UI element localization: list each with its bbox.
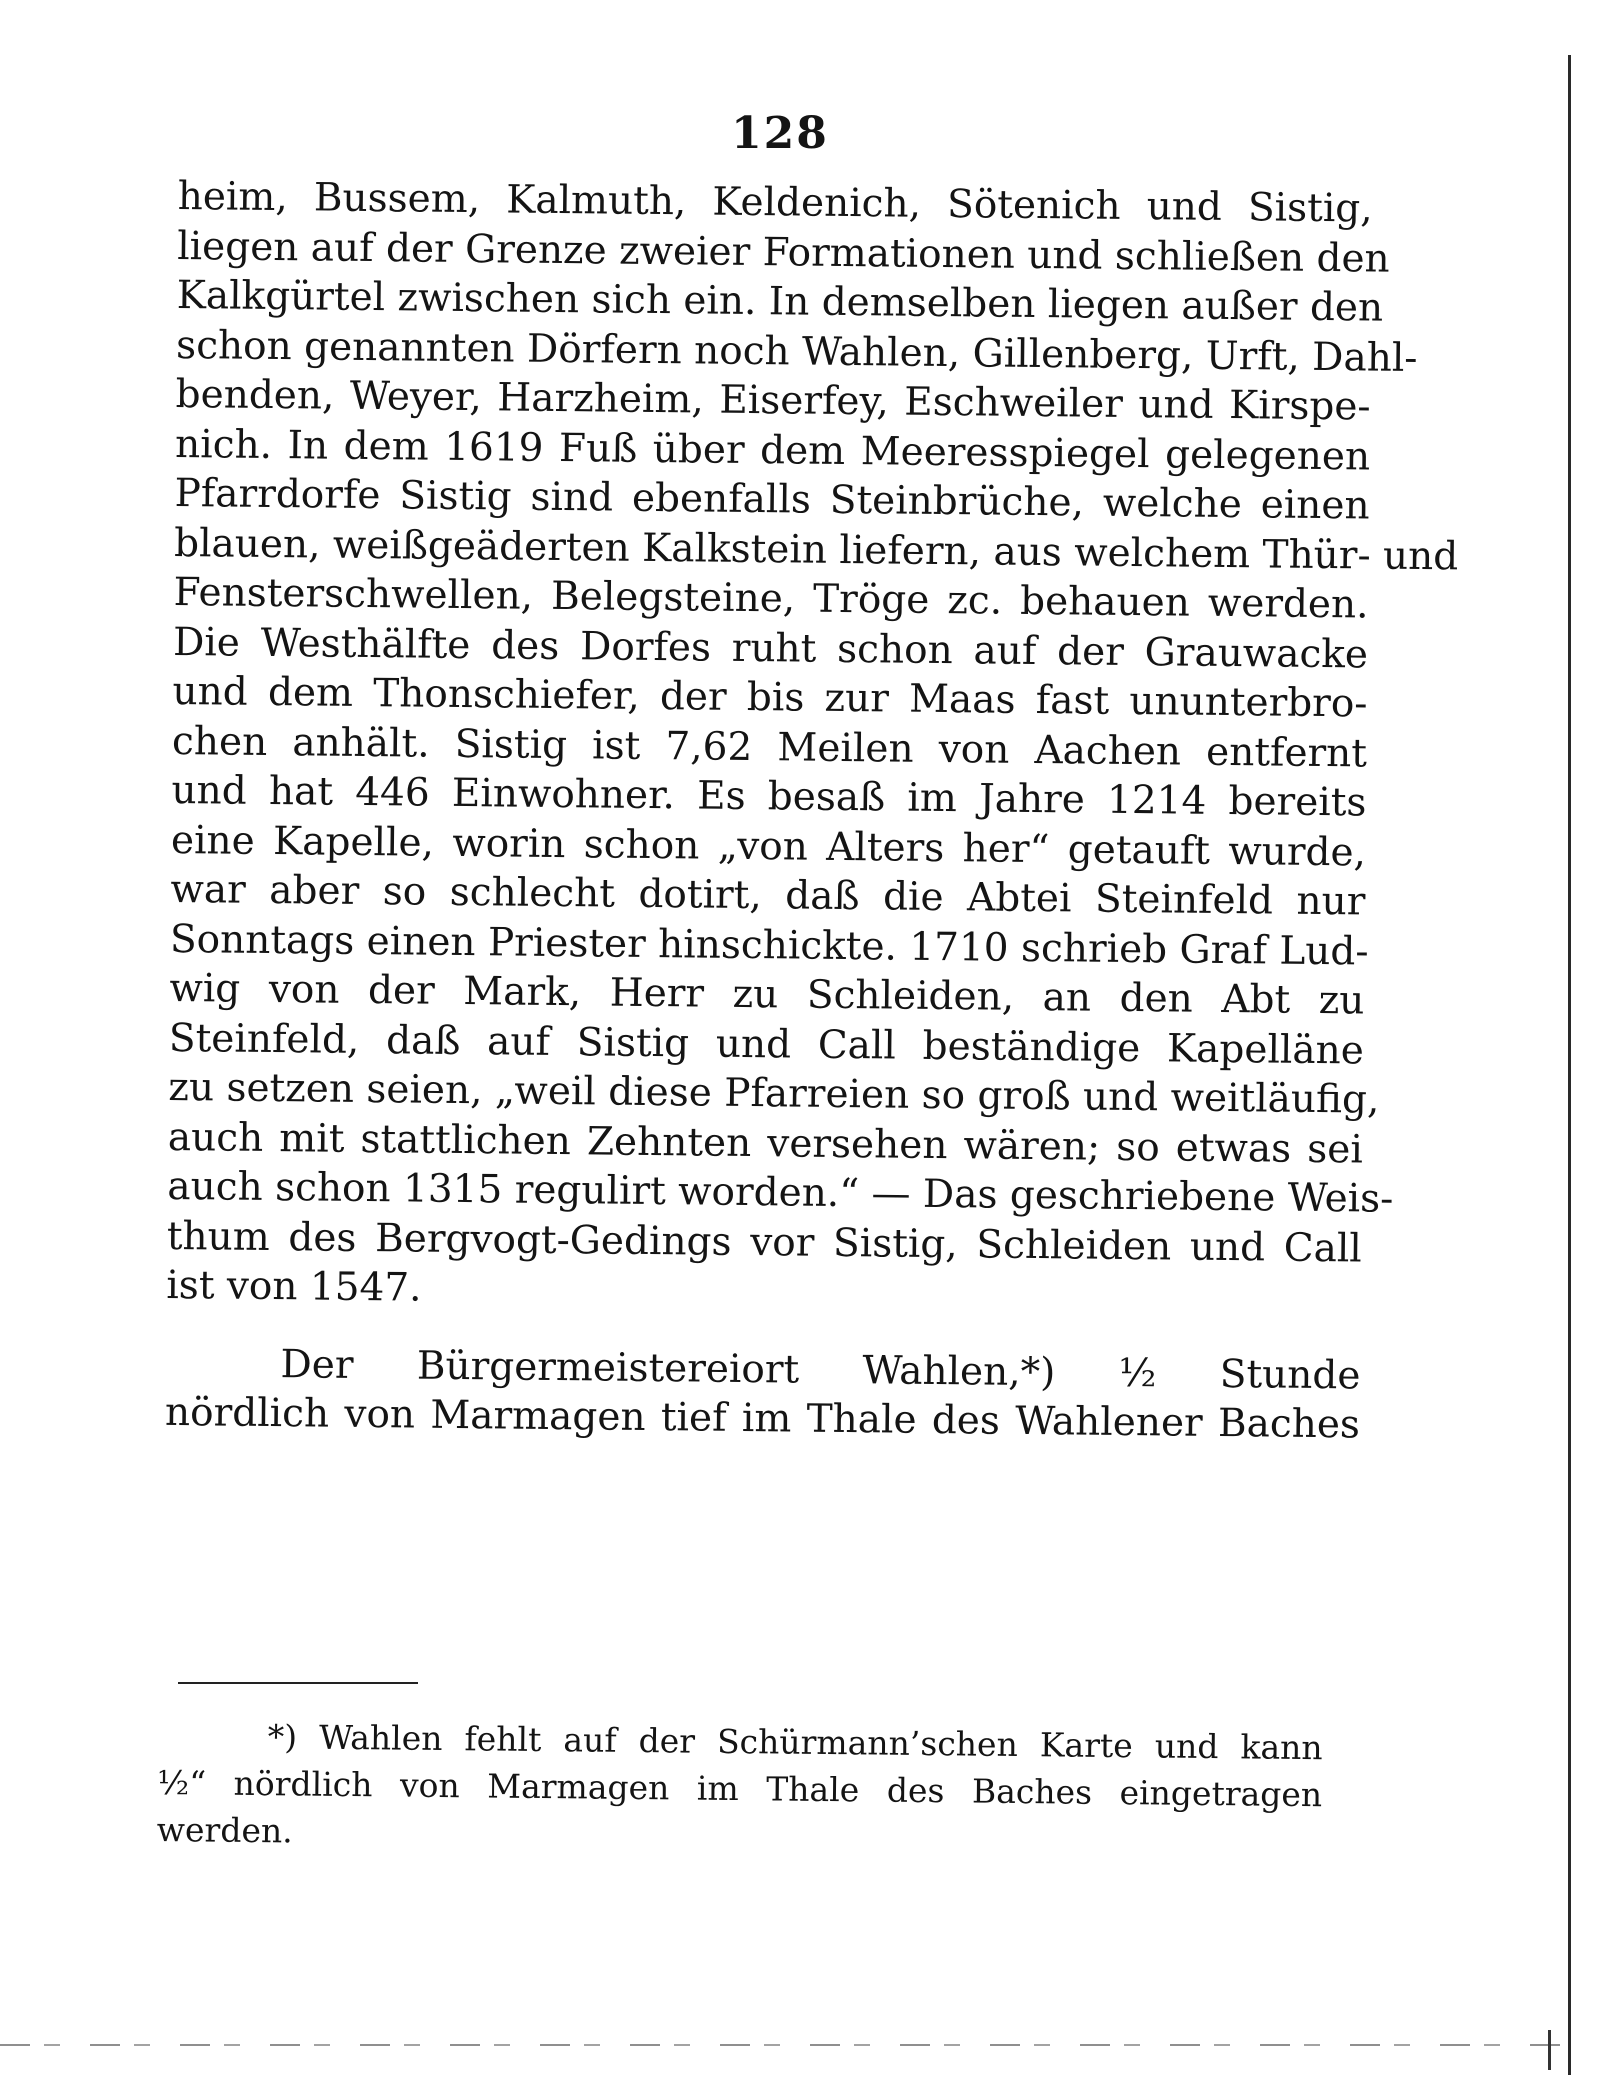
text-line: Pfarrdorfe Sistig sind ebenfalls Steinbrüche, welche einen bbox=[174, 470, 1370, 529]
text-line: schon genannten Dörfern noch Wahlen, Gillenberg, Urft, Dahl- bbox=[175, 322, 1418, 381]
text-line: benden, Weyer, Harzheim, Eiserfey, Eschweiler und Kirspe- bbox=[175, 371, 1371, 430]
text-line: nördlich von Marmagen tief im Thale des Wahlener Baches bbox=[164, 1389, 1361, 1448]
text-line: Steinfeld, daß auf Sistig und Call beständige Kapelläne bbox=[168, 1015, 1365, 1073]
text-line: heim, Bussem, Kalmuth, Keldenich, Sötenich und Sistig, bbox=[177, 173, 1373, 232]
footnote-divider bbox=[178, 1682, 418, 1684]
main-text bbox=[164, 172, 1459, 1450]
text-line: Sonntags einen Priester hinschickte. 1710 schrieb Graf Lud- bbox=[169, 916, 1369, 975]
text-line: war aber so schlecht dotirt, daß die Abtei Steinfeld nur bbox=[170, 866, 1366, 925]
text-line: und dem Thonschiefer, der bis zur Maas fast ununterbro- bbox=[172, 668, 1368, 727]
footnote-line: werden. bbox=[156, 1809, 293, 1851]
text-line: eine Kapelle, worin schon „von Alters her“ getauft wurde, bbox=[170, 817, 1367, 875]
footnote-line: *) Wahlen fehlt auf der Schürmann’schen Karte und kann bbox=[267, 1717, 1323, 1768]
text-line: liegen auf der Grenze zweier Formationen und schließen den bbox=[176, 223, 1390, 282]
text-line: chen anhält. Sistig ist 7,62 Meilen von Aachen entfernt bbox=[171, 718, 1368, 776]
footnote-line: ½“ nördlich von Marmagen im Thale des Baches eingetragen bbox=[157, 1762, 1323, 1815]
text-line: Fensterschwellen, Belegsteine, Tröge zc. behauen werden. bbox=[173, 569, 1369, 628]
text-line: wig von der Mark, Herr zu Schleiden, an den Abt zu bbox=[169, 965, 1365, 1024]
text-line: blauen, weißgeäderten Kalkstein liefern, aus welchem Thür- und bbox=[173, 520, 1459, 579]
text-line: ist von 1547. bbox=[166, 1262, 422, 1311]
text-line: und hat 446 Einwohner. Es besaß im Jahre 1214 bereits bbox=[171, 767, 1367, 826]
text-line: auch mit stattlichen Zehnten versehen wären; so etwas sei bbox=[167, 1114, 1364, 1172]
scan-edge-bottom bbox=[0, 2044, 1560, 2046]
text-line: thum des Bergvogt-Gedings vor Sistig, Schleiden und Call bbox=[166, 1213, 1363, 1271]
text-line: auch schon 1315 regulirt worden.“ — Das geschriebene Weis- bbox=[167, 1163, 1394, 1222]
text-line: zu setzen seien, „weil diese Pfarreien so groß und weitläufig, bbox=[168, 1064, 1380, 1123]
scan-edge-right bbox=[1568, 55, 1571, 2075]
text-line: Der Bürgermeistereiort Wahlen,*) ½ Stunde bbox=[280, 1341, 1361, 1398]
scan-mark bbox=[1548, 2030, 1551, 2070]
text-line: Die Westhälfte des Dorfes ruht schon auf der Grauwacke bbox=[172, 619, 1369, 677]
footnote bbox=[157, 1712, 1323, 1865]
text-line: nich. In dem 1619 Fuß über dem Meeresspiegel gelegenen bbox=[174, 421, 1371, 479]
text-line: Kalkgürtel zwischen sich ein. In demselben liegen außer den bbox=[176, 272, 1384, 331]
page-number: 128 bbox=[731, 108, 829, 159]
